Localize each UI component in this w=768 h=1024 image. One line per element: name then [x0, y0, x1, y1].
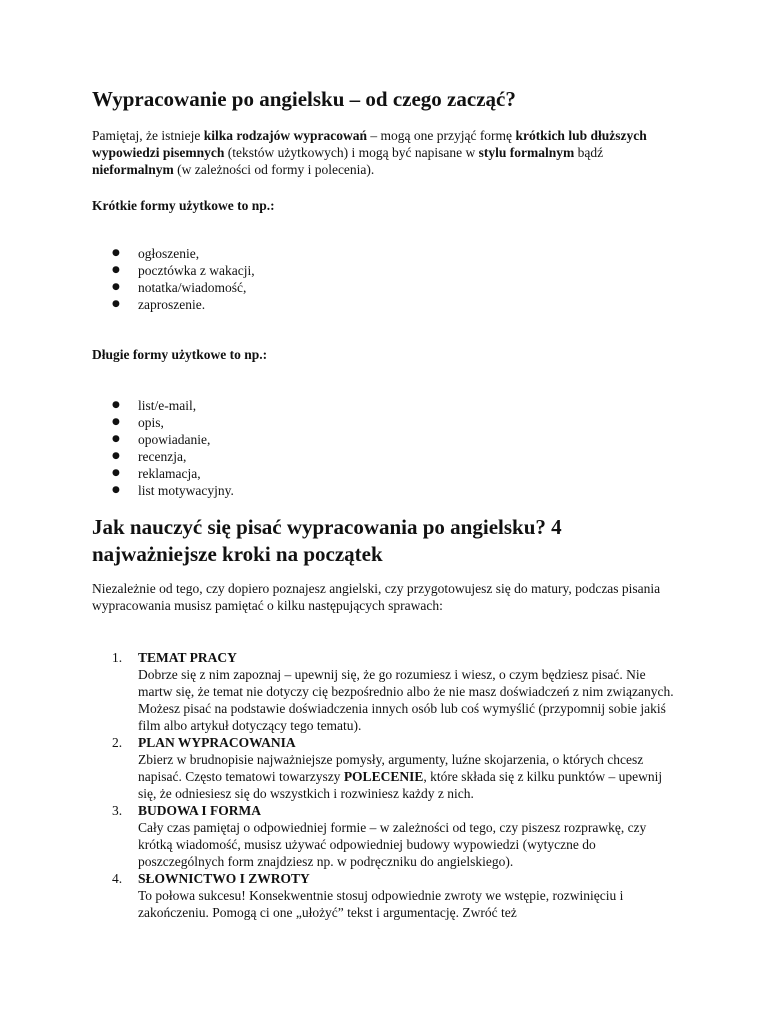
bullet-icon: ●: [112, 468, 120, 478]
text-run: To połowa sukcesu! Konsekwentnie stosuj odpowiednie zwroty we wstępie, rozwinięciu i zakończeniu. Pomogą ci one „ułożyć” tekst i argumentację. Zwróć też: [138, 888, 624, 920]
bullet-icon: ●: [112, 417, 120, 427]
bold-text-run: krótkich lub dłuższych wypowiedzi pisemnych: [92, 128, 647, 160]
text-run: Zbierz w brudnopisie najważniejsze pomysły, argumenty, luźne skojarzenia, o których chcesz napisać. Często tematowi towarzyszy: [138, 752, 644, 784]
bold-text-run: nieformalnym: [92, 162, 174, 177]
text-run: Pamiętaj, że istnieje: [92, 128, 204, 143]
text-run: – mogą one przyjąć formę: [366, 128, 516, 143]
text-run: bądź: [574, 145, 604, 160]
intro-paragraph: [92, 127, 682, 178]
step-number: 1.: [112, 650, 123, 665]
list-item: [112, 296, 512, 313]
list-item-text: ogłoszenie,: [138, 246, 200, 261]
list-item-text: notatka/wiadomość,: [138, 280, 247, 295]
list-item: [112, 431, 512, 448]
text-run: Cały czas pamiętaj o odpowiedniej formie – w zależności od tego, czy piszesz rozprawkę, czy krótką wiadomość, musisz używać odpowiedniej budowy wypowiedzi (wytyczne do poszczególnych form znajdziesz np. w podręczniku do angielskiego).: [138, 820, 647, 869]
long-forms-list: [112, 397, 512, 499]
list-item: [112, 482, 512, 499]
bullet-icon: ●: [112, 265, 120, 275]
step-item: [112, 649, 682, 734]
bold-text-run: kilka rodzajów wypracowań: [203, 128, 367, 143]
list-item-text: reklamacja,: [138, 466, 201, 481]
bullet-icon: ●: [112, 485, 120, 495]
long-forms-heading: Długie formy użytkowe to np.:: [92, 347, 268, 362]
list-item: [112, 245, 512, 262]
step-body: [138, 819, 682, 870]
bullet-icon: ●: [112, 451, 120, 461]
text-run: (w zależności od formy i polecenia).: [173, 162, 375, 177]
list-item-text: opis,: [138, 415, 164, 430]
list-item: [112, 262, 512, 279]
bullet-icon: ●: [112, 248, 120, 258]
bullet-icon: ●: [112, 299, 120, 309]
steps-list: [112, 649, 682, 921]
list-item: [112, 465, 512, 482]
list-item: [112, 414, 512, 431]
bold-text-run: POLECENIE: [343, 769, 424, 784]
step-number: 4.: [112, 871, 123, 886]
list-item-text: pocztówka z wakacji,: [138, 263, 255, 278]
step-title: SŁOWNICTWO I ZWROTY: [138, 871, 310, 886]
step-item: [112, 802, 682, 870]
step-number: 3.: [112, 803, 123, 818]
step-body: [138, 666, 682, 734]
step-title: BUDOWA I FORMA: [138, 803, 262, 818]
text-run: (tekstów użytkowych) i mogą być napisane w: [224, 145, 479, 160]
list-item: [112, 279, 512, 296]
list-item-text: opowiadanie,: [138, 432, 211, 447]
short-forms-list: [112, 245, 512, 313]
bullet-icon: ●: [112, 282, 120, 292]
list-item-text: zaproszenie.: [138, 297, 206, 312]
text-run: Dobrze się z nim zapoznaj – upewnij się, że go rozumiesz i wiesz, o czym będziesz pisać. Nie martw się, że temat nie dotyczy cię bezpośrednio albo że nie masz doświadczeń z nim związanych. Możesz pisać na podstawie doświadczenia innych osób lub coś wymyślić (przypomnij sobie jakiś film albo artykuł dotyczący tego tematu).: [138, 667, 674, 733]
bold-text-run: stylu formalnym: [478, 145, 575, 160]
page-title: Wypracowanie po angielsku – od czego zacząć?: [92, 87, 516, 111]
list-item: [112, 397, 512, 414]
step-number: 2.: [112, 735, 123, 750]
step-title: TEMAT PRACY: [138, 650, 237, 665]
text-run: , które składa się z kilku punktów – upewnij się, że odniesiesz się do wszystkich i rozwiniesz każdy z nich.: [138, 769, 663, 801]
step-item: [112, 870, 682, 921]
section-heading: Jak nauczyć się pisać wypracowania po angielsku? 4 najważniejsze kroki na początek: [92, 515, 562, 566]
list-item-text: recenzja,: [138, 449, 187, 464]
step-item: [112, 734, 682, 802]
short-forms-heading: Krótkie formy użytkowe to np.:: [92, 198, 275, 213]
step-body: [138, 751, 682, 802]
section-intro-paragraph: Niezależnie od tego, czy dopiero poznajesz angielski, czy przygotowujesz się do matury, podczas pisania wypracowania musisz pamiętać o kilku następujących sprawach:: [92, 581, 661, 613]
bullet-icon: ●: [112, 434, 120, 444]
step-title: PLAN WYPRACOWANIA: [138, 735, 296, 750]
list-item-text: list motywacyjny.: [138, 483, 234, 498]
list-item: [112, 448, 512, 465]
bullet-icon: ●: [112, 400, 120, 410]
step-body: [138, 887, 682, 921]
list-item-text: list/e-mail,: [138, 398, 197, 413]
